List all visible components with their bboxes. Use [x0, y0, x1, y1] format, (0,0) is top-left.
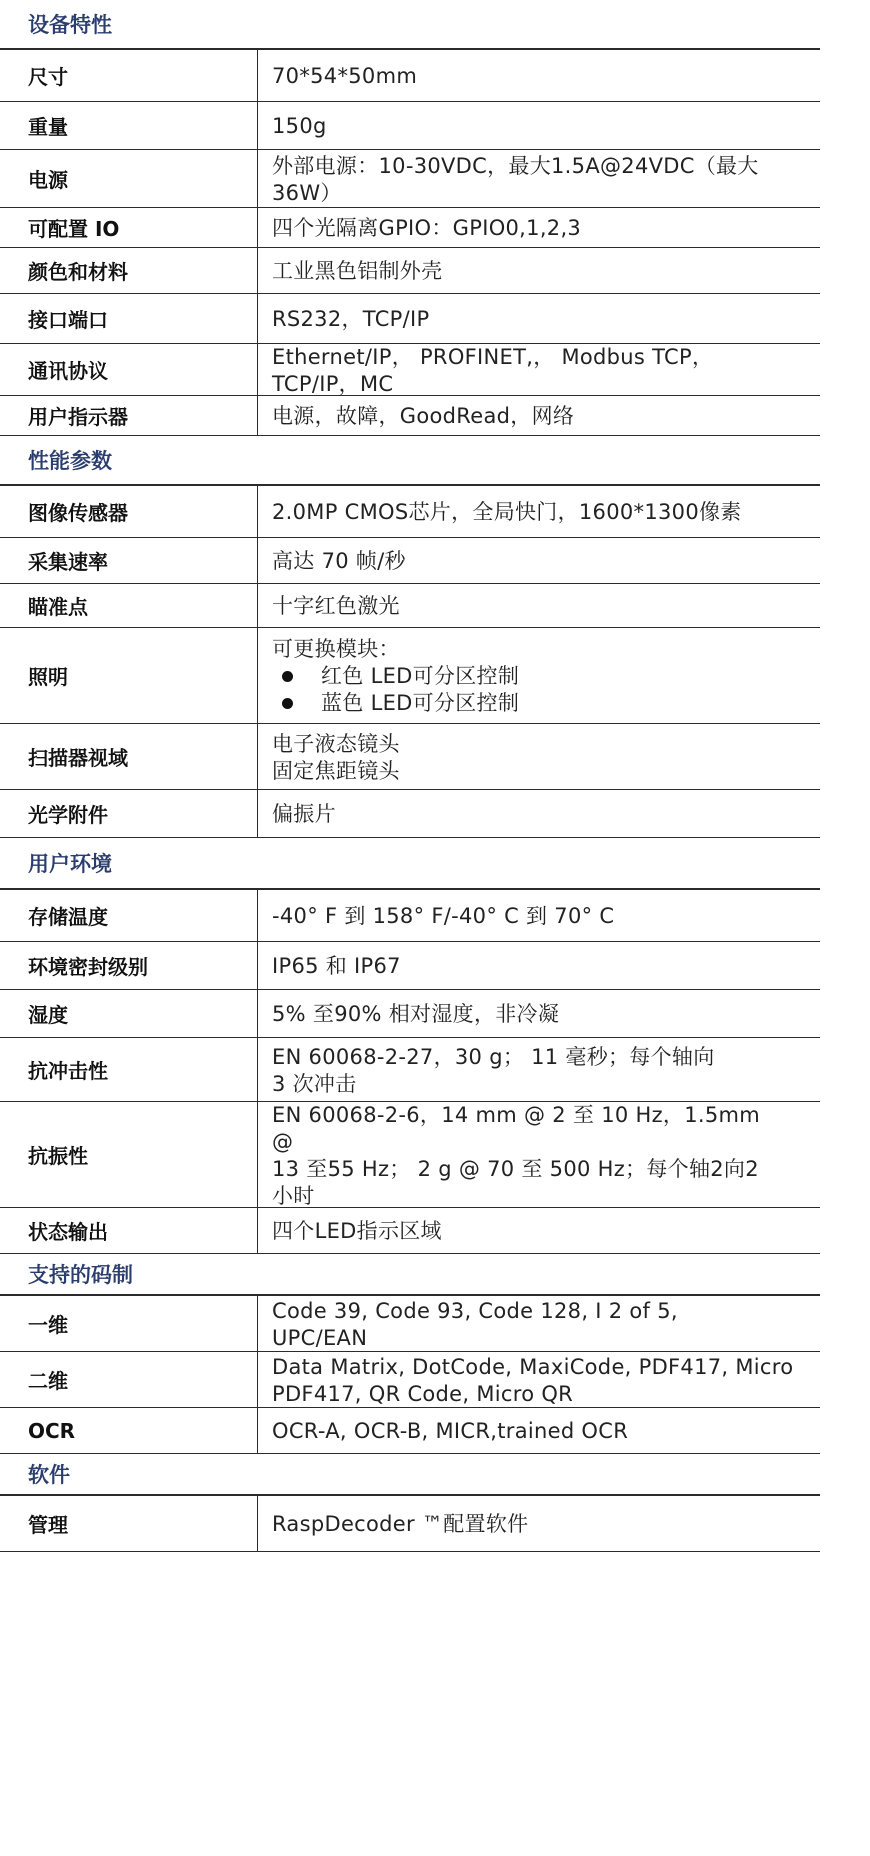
spec-row — [0, 990, 820, 1038]
bullet-item — [272, 690, 810, 717]
spec-label: 照明 — [0, 628, 258, 723]
spec-value-line: PDF417, QR Code, Micro QR — [272, 1381, 574, 1406]
spec-value-line: 外部电源：10-30VDC，最大1.5A@24VDC（最大 — [272, 153, 759, 178]
section-title: 软件 — [0, 1454, 820, 1496]
spec-value — [258, 248, 820, 293]
spec-value-line: RaspDecoder ™配置软件 — [272, 1512, 529, 1536]
spec-value-line: EN 60068-2-6，14 mm @ 2 至 10 Hz，1.5mm — [272, 1102, 761, 1127]
spec-label: 二维 — [0, 1352, 258, 1407]
spec-row — [0, 150, 820, 208]
spec-value-line: UPC/EAN — [272, 1325, 368, 1350]
spec-label: 扫描器视域 — [0, 724, 258, 789]
spec-row — [0, 1102, 820, 1208]
spec-value-line: 13 至55 Hz； 2 g @ 70 至 500 Hz；每个轴2向2 — [272, 1156, 759, 1181]
spec-value-line: Code 39, Code 93, Code 128, I 2 of 5, — [272, 1298, 678, 1323]
spec-label: 尺寸 — [0, 50, 258, 101]
spec-value-line: TCP/IP，MC — [272, 371, 394, 396]
spec-label: 光学附件 — [0, 790, 258, 837]
section-title: 用户环境 — [0, 838, 820, 890]
section-title: 支持的码制 — [0, 1254, 820, 1296]
spec-value — [258, 1102, 820, 1207]
spec-row — [0, 1038, 820, 1102]
spec-value-line: 固定焦距镜头 — [272, 758, 400, 783]
spec-value — [258, 396, 820, 435]
spec-value-line: RS232，TCP/IP — [272, 307, 430, 331]
spec-row — [0, 344, 820, 396]
spec-value-line: 70*54*50mm — [272, 64, 418, 88]
spec-value — [258, 724, 820, 789]
spec-value — [258, 102, 820, 149]
spec-row — [0, 50, 820, 102]
spec-label: OCR — [0, 1408, 258, 1453]
spec-label: 湿度 — [0, 990, 258, 1037]
spec-value — [258, 1496, 820, 1551]
spec-label: 通讯协议 — [0, 344, 258, 395]
spec-value — [258, 942, 820, 989]
spec-row — [0, 538, 820, 584]
spec-label: 抗冲击性 — [0, 1038, 258, 1101]
spec-value — [258, 990, 820, 1037]
bullet-dot-icon — [282, 698, 293, 709]
spec-value-line: Ethernet/IP， PROFINET,， Modbus TCP， — [272, 344, 714, 369]
spec-value — [258, 50, 820, 101]
spec-value-line: 偏振片 — [272, 802, 336, 826]
spec-value-line: 2.0MP CMOS芯片，全局快门，1600*1300像素 — [272, 500, 742, 524]
spec-value-line: 工业黑色铝制外壳 — [272, 259, 443, 283]
spec-value — [258, 790, 820, 837]
spec-row — [0, 396, 820, 436]
spec-label: 可配置 IO — [0, 208, 258, 247]
section-title: 设备特性 — [0, 0, 820, 50]
spec-value — [258, 1208, 820, 1253]
spec-label: 抗振性 — [0, 1102, 258, 1207]
spec-label: 图像传感器 — [0, 486, 258, 537]
spec-value — [258, 208, 820, 247]
spec-label: 采集速率 — [0, 538, 258, 583]
spec-value-line: 四个光隔离GPIO：GPIO0,1,2,3 — [272, 216, 582, 240]
spec-value — [258, 1296, 820, 1351]
spec-value-line: @ — [272, 1129, 294, 1154]
spec-label: 电源 — [0, 150, 258, 207]
spec-label: 管理 — [0, 1496, 258, 1551]
spec-value-line: 四个LED指示区域 — [272, 1219, 442, 1243]
spec-value-line: 小时 — [272, 1183, 315, 1208]
spec-row — [0, 790, 820, 838]
spec-label: 存储温度 — [0, 890, 258, 941]
spec-value — [258, 344, 820, 395]
spec-row — [0, 584, 820, 628]
spec-value-line: 5% 至90% 相对湿度，非冷凝 — [272, 1002, 560, 1026]
spec-row — [0, 1408, 820, 1454]
spec-value — [258, 628, 820, 723]
spec-value — [258, 150, 820, 207]
spec-label: 瞄准点 — [0, 584, 258, 627]
spec-value — [258, 1408, 820, 1453]
spec-row — [0, 1296, 820, 1352]
spec-value-line: -40° F 到 158° F/-40° C 到 70° C — [272, 904, 615, 928]
spec-value-line: 高达 70 帧/秒 — [272, 549, 406, 573]
spec-value — [258, 294, 820, 343]
spec-value-line: 36W） — [272, 180, 342, 205]
bullet-item — [272, 663, 810, 690]
spec-label: 颜色和材料 — [0, 248, 258, 293]
spec-value-line: EN 60068-2-27，30 g； 11 毫秒；每个轴向 — [272, 1044, 715, 1069]
spec-value-line: IP65 和 IP67 — [272, 954, 401, 978]
spec-value-line: 电子液态镜头 — [272, 731, 400, 756]
spec-row — [0, 890, 820, 942]
spec-row — [0, 1208, 820, 1254]
spec-row — [0, 628, 820, 724]
spec-value — [258, 486, 820, 537]
bullet-text: 蓝色 LED可分区控制 — [321, 691, 520, 715]
spec-value — [258, 890, 820, 941]
spec-value-line: 3 次冲击 — [272, 1071, 357, 1096]
spec-row — [0, 248, 820, 294]
spec-row — [0, 102, 820, 150]
spec-value-line: 电源，故障，GoodRead，网络 — [272, 404, 575, 428]
section-title: 性能参数 — [0, 436, 820, 486]
spec-row — [0, 208, 820, 248]
spec-row — [0, 1496, 820, 1552]
spec-label: 重量 — [0, 102, 258, 149]
spec-label: 环境密封级别 — [0, 942, 258, 989]
spec-row — [0, 1352, 820, 1408]
spec-value — [258, 538, 820, 583]
spec-value — [258, 1352, 820, 1407]
spec-label: 状态输出 — [0, 1208, 258, 1253]
spec-label: 用户指示器 — [0, 396, 258, 435]
spec-value-line: Data Matrix, DotCode, MaxiCode, PDF417, Micro — [272, 1354, 794, 1379]
spec-value-line: 可更换模块： — [272, 637, 400, 661]
spec-value — [258, 1038, 820, 1101]
spec-value-line: OCR-A, OCR-B, MICR,trained OCR — [272, 1419, 629, 1443]
spec-row — [0, 486, 820, 538]
spec-row — [0, 294, 820, 344]
bullet-dot-icon — [282, 671, 293, 682]
bullet-text: 红色 LED可分区控制 — [321, 664, 520, 688]
spec-row — [0, 942, 820, 990]
spec-label: 接口端口 — [0, 294, 258, 343]
spec-row — [0, 724, 820, 790]
spec-value-line: 150g — [272, 114, 327, 138]
spec-value — [258, 584, 820, 627]
spec-label: 一维 — [0, 1296, 258, 1351]
spec-value-line: 十字红色激光 — [272, 594, 400, 618]
